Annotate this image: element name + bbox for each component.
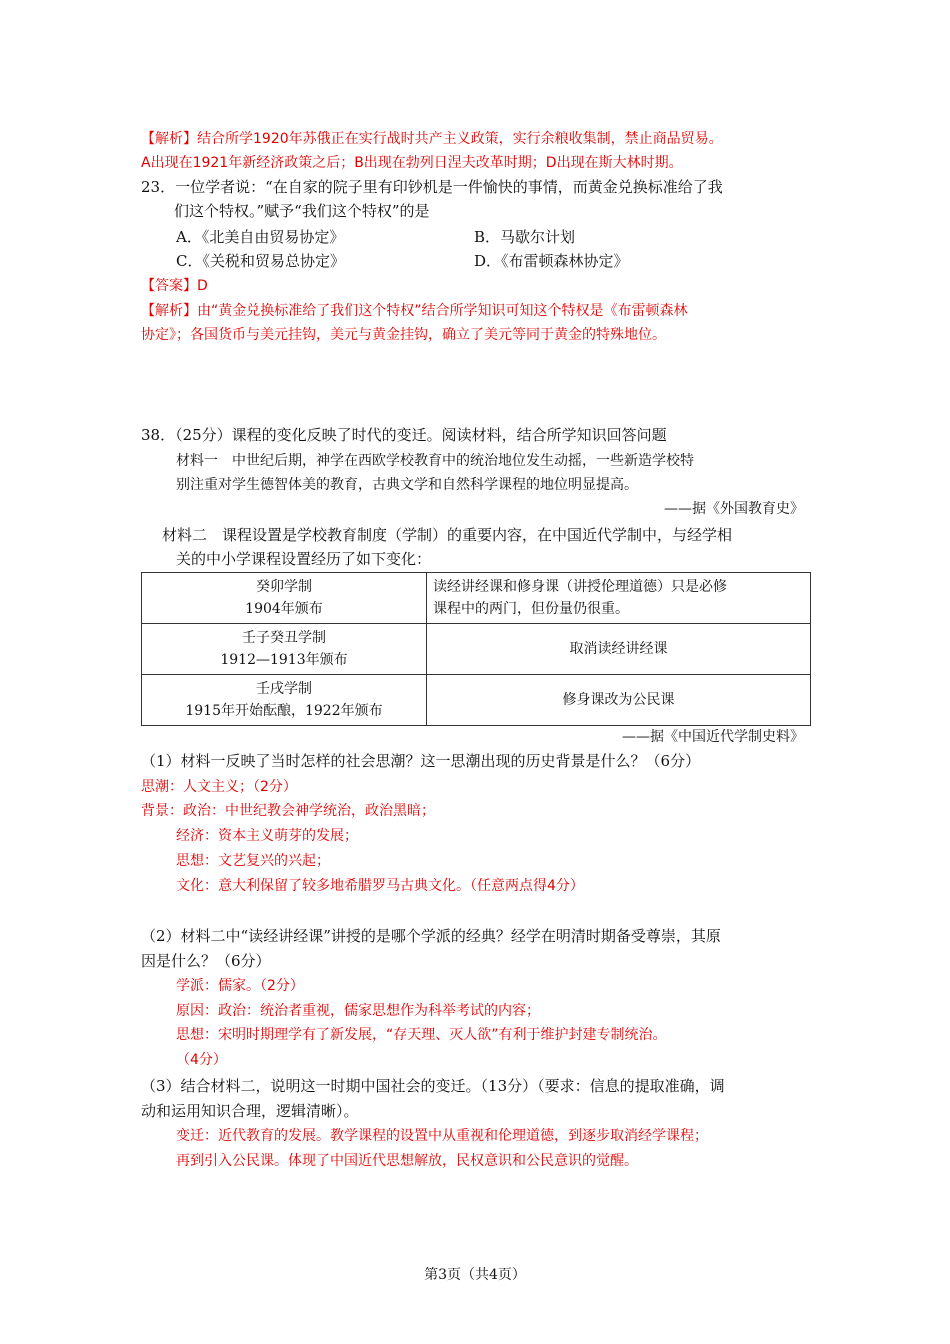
q38-answer-2-line-1: 学派：儒家。（2分）	[176, 978, 304, 994]
system-name: 癸卯学制	[256, 579, 312, 595]
q23-analysis-line-2: 协定》；各国货币与美元挂钩，美元与黄金挂钩，确立了美元等同于黄金的特殊地位。	[141, 327, 666, 343]
table-cell-change	[427, 624, 811, 675]
q38-answer-1-line-1: 思潮：人文主义；（2分）	[141, 779, 297, 795]
q38-material-2-line-1: 材料二 课程设置是学校教育制度（学制）的重要内容，在中国近代学制中，与经学相	[162, 526, 733, 544]
q22-analysis-line-1: 【解析】结合所学1920年苏俄正在实行战时共产主义政策，实行余粮收集制，禁止商品贸易。	[141, 131, 723, 147]
page-footer: 第3页（共4页）	[424, 1267, 526, 1283]
q38-subquestion-3-line-2: 动和运用知识合理，逻辑清晰）。	[141, 1102, 359, 1120]
table-cell-system	[142, 573, 427, 624]
q38-material-2-line-2: 关的中小学课程设置经历了如下变化：	[176, 550, 432, 568]
q38-answer-2-line-3: 思想：宋明时期理学有了新发展，“存天理、灭人欲”有利于维护封建专制统治。	[176, 1027, 667, 1043]
q23-stem-line-2: 们这个特权。”赋予“我们这个特权”的是	[174, 202, 430, 220]
q38-answer-3-line-1: 变迁：近代教育的发展。教学课程的设置中从重视和伦理道德，到逐步取消经学课程；	[176, 1128, 708, 1144]
change-text-line-2: 课程中的两门，但份量仍很重。	[433, 601, 629, 617]
q23-option-a: A．《北美自由贸易协定》	[176, 228, 345, 246]
change-text-line-1: 取消读经讲经课	[569, 641, 668, 657]
system-date: 1915年开始酝酿，1922年颁布	[185, 703, 383, 719]
table-row	[142, 624, 811, 675]
q38-answer-1-line-2: 背景：政治：中世纪教会神学统治，政治黑暗；	[141, 803, 435, 819]
table-cell-change	[427, 573, 811, 624]
q23-option-b: B．马歇尔计划	[474, 228, 576, 246]
q38-answer-1-line-5: 文化：意大利保留了较多地希腊罗马古典文化。（任意两点得4分）	[176, 878, 584, 894]
q38-stem: 38．（25分）课程的变化反映了时代的变迁。阅读材料，结合所学知识回答问题	[141, 426, 667, 444]
system-name: 壬戌学制	[256, 681, 312, 697]
q38-subquestion-1: （1）材料一反映了当时怎样的社会思潮？这一思潮出现的历史背景是什么？（6分）	[141, 752, 701, 770]
q38-answer-1-line-4: 思想：文艺复兴的兴起；	[176, 853, 330, 869]
q38-answer-2-line-4: （4分）	[176, 1052, 227, 1068]
q23-analysis-line-1: 【解析】由“黄金兑换标准给了我们这个特权”结合所学知识可知这个特权是《布雷顿森林	[141, 303, 688, 319]
q23-option-d: D．《布雷顿森林协定》	[474, 252, 629, 270]
q38-subquestion-2-line-1: （2）材料二中“读经讲经课”讲授的是哪个学派的经典？经学在明清时期备受尊崇，其原	[141, 927, 721, 945]
q38-material-1-source: ——据《外国教育史》	[664, 501, 804, 517]
q38-material-2-source: ——据《中国近代学制史料》	[622, 729, 804, 745]
system-name: 壬子癸丑学制	[242, 630, 326, 646]
change-text-line-1: 读经讲经课和修身课（讲授伦理道德）只是必修	[433, 579, 727, 595]
q38-subquestion-3-line-1: （3）结合材料二，说明这一时期中国社会的变迁。（13分）（要求：信息的提取准确，调	[141, 1077, 725, 1095]
q38-material-1-line-2: 别注重对学生德智体美的教育，古典文学和自然科学课程的地位明显提高。	[176, 477, 638, 493]
table-row	[142, 675, 811, 726]
table-row	[142, 573, 811, 624]
q38-answer-1-line-3: 经济：资本主义萌芽的发展；	[176, 828, 358, 844]
q38-answer-2-line-2: 原因：政治：统治者重视，儒家思想作为科举考试的内容；	[176, 1003, 540, 1019]
system-date: 1904年颁布	[245, 601, 323, 617]
q38-material-1-line-1: 材料一 中世纪后期，神学在西欧学校教育中的统治地位发生动摇，一些新造学校特	[176, 453, 694, 469]
system-date: 1912—1913年颁布	[220, 652, 348, 668]
q23-stem-line-1: 23．一位学者说：“在自家的院子里有印钞机是一件愉快的事情，而黄金兑换标准给了我	[141, 178, 723, 196]
q38-subquestion-2-line-2: 因是什么？（6分）	[141, 952, 271, 970]
q23-option-c: C．《关税和贸易总协定》	[176, 252, 345, 270]
table-cell-change	[427, 675, 811, 726]
q23-answer: 【答案】D	[141, 278, 208, 294]
q38-answer-3-line-2: 再到引入公民课。体现了中国近代思想解放，民权意识和公民意识的觉醒。	[176, 1153, 638, 1169]
table-cell-system	[142, 675, 427, 726]
change-text-line-1: 修身课改为公民课	[562, 692, 675, 708]
table-cell-system	[142, 624, 427, 675]
q22-analysis-line-2: A出现在1921年新经济政策之后；B出现在勃列日涅夫改革时期；D出现在斯大林时期。	[141, 155, 683, 171]
curriculum-table	[141, 572, 811, 726]
